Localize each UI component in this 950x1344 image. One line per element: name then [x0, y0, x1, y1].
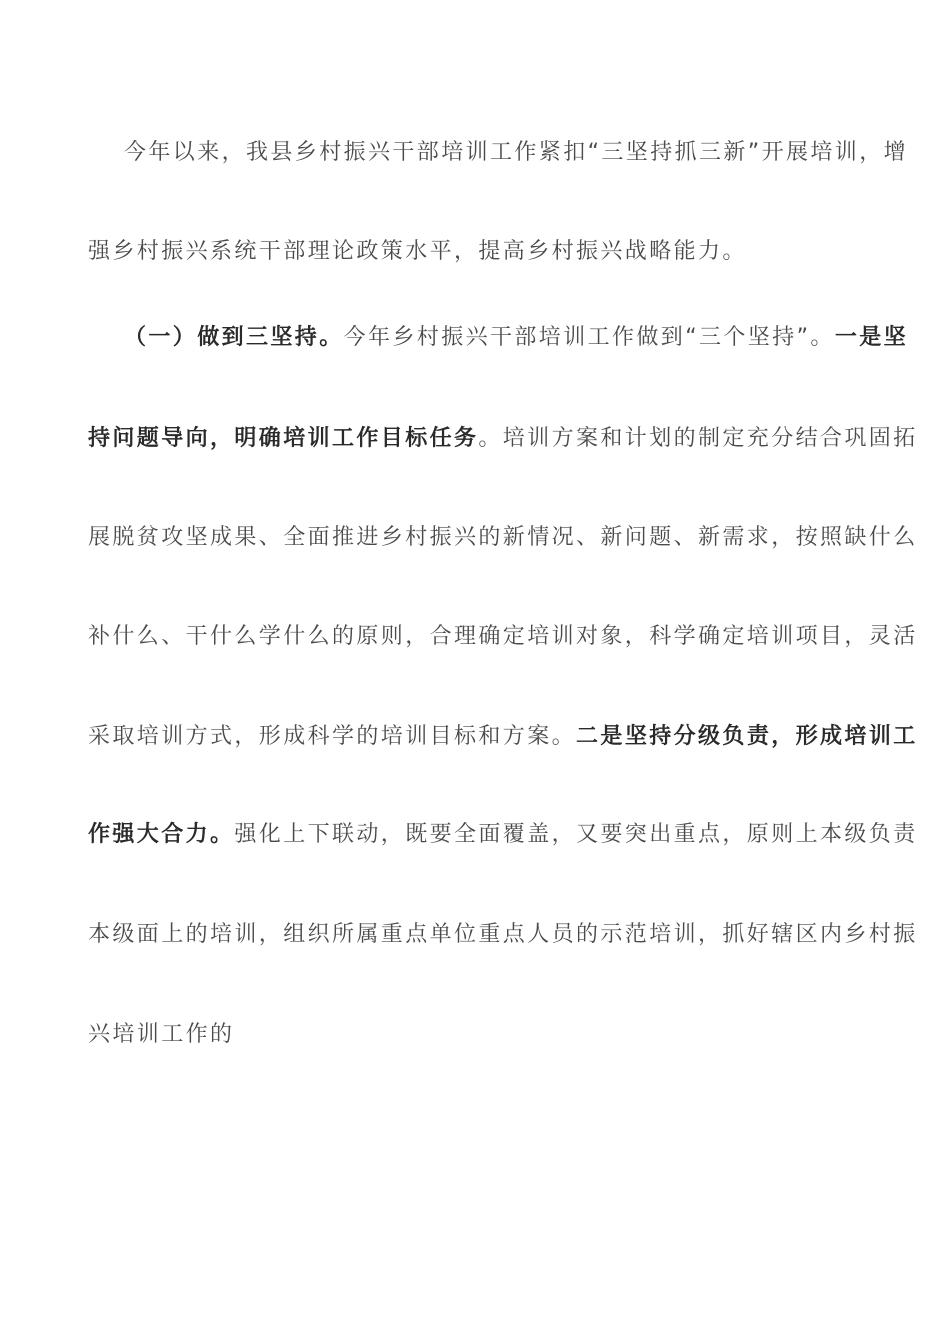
section-heading: （一）做到三坚持。 — [124, 325, 344, 350]
paragraph-1-line-2 — [88, 237, 862, 267]
paragraph-2-line-8 — [88, 1020, 862, 1050]
text-span: 采取培训方式，形成科学的培训目标和方案。 — [88, 724, 577, 749]
bold-span: 一是坚 — [834, 325, 909, 350]
paragraph-2-line-1 — [124, 323, 909, 353]
text-span: 补什么、干什么学什么的原则，合理确定培训对象，科学确定培训项目，灵活 — [88, 624, 918, 649]
text-span: 今年乡村振兴干部培训工作做到“三个坚持”。 — [343, 325, 835, 350]
text-span: 展脱贫攻坚成果、全面推进乡村振兴的新情况、新问题、新需求，按照缺什么 — [88, 525, 918, 550]
text-span: 本级面上的培训，组织所属重点单位重点人员的示范培训，抓好辖区内乡村振 — [88, 922, 918, 947]
bold-span: 二是坚持分级负责，形成培训工 — [576, 724, 918, 749]
paragraph-2-line-2 — [88, 424, 918, 454]
bold-span: 作强大合力。 — [88, 822, 235, 847]
text-span: 。培训方案和计划的制定充分结合巩固拓 — [478, 426, 918, 451]
text-span: 强化上下联动，既要全面覆盖，又要突出重点，原则上本级负责 — [234, 822, 918, 847]
text-span: 今年以来，我县乡村振兴干部培训工作紧扣“三坚持抓三新”开展培训，增 — [124, 140, 908, 165]
paragraph-2-line-7 — [88, 920, 918, 950]
paragraph-2-line-6 — [88, 820, 918, 850]
paragraph-2-line-4 — [88, 622, 918, 652]
paragraph-2-line-3 — [88, 523, 918, 553]
paragraph-2-line-5 — [88, 722, 918, 752]
bold-span: 持问题导向，明确培训工作目标任务 — [88, 426, 479, 451]
text-span: 强乡村振兴系统干部理论政策水平，提高乡村振兴战略能力。 — [88, 239, 747, 264]
text-span: 兴培训工作的 — [88, 1022, 235, 1047]
paragraph-1-line-1 — [124, 138, 908, 168]
